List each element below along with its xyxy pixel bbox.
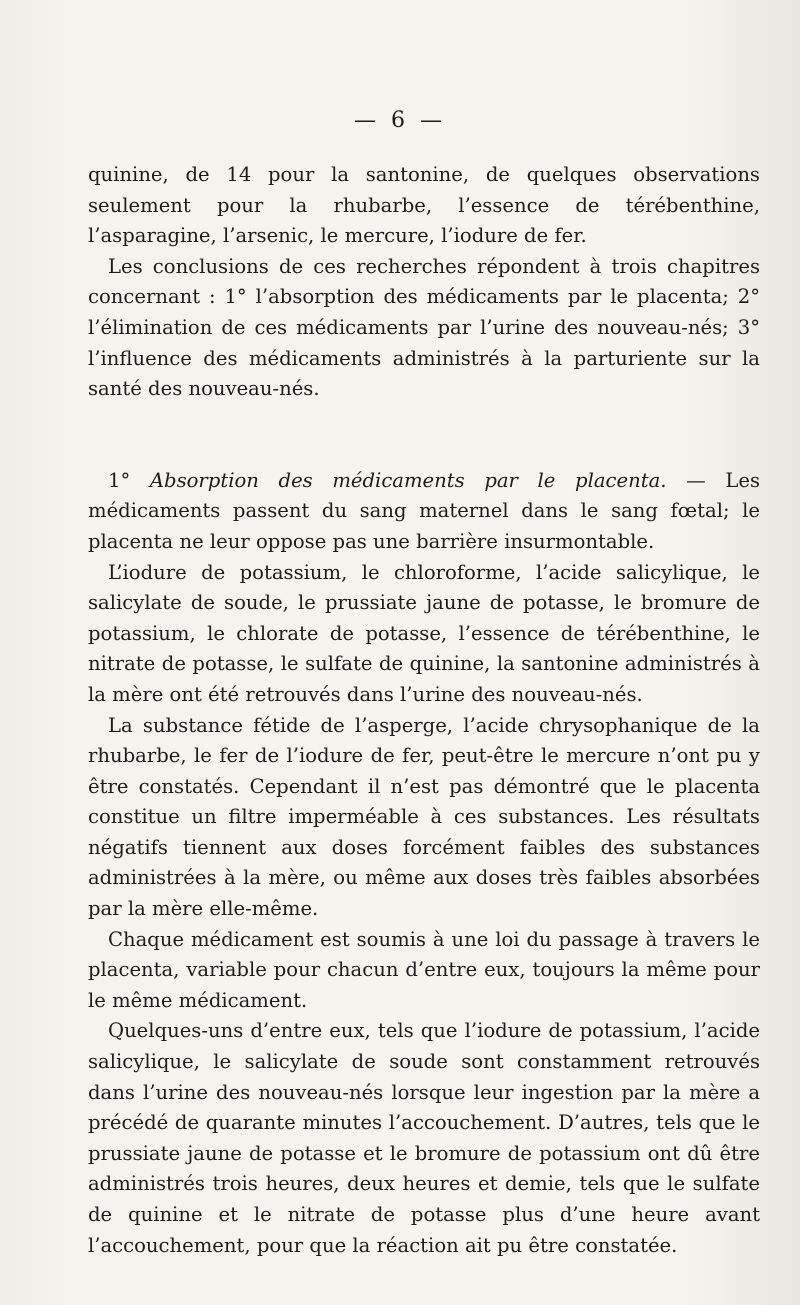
paragraph-quelques: Quelques-uns d’entre eux, tels que l’iodure de potassium, l’acide salicylique, le salicylate de soude sont constamment retrouvés dans l’urine des nouveau-nés lorsque leur ingestion par la mère a précédé de quarante minutes l’accouchement. D’autres, tels que le prussiate jaune de potasse et le bromure de potassium ont dû être administrés trois heures, deux heures et demie, tels que le sulfate de quinine et le nitrate de potasse plus d’une heure avant l’accouchement, pour que la réaction ait pu être constatée.	[88, 1019, 760, 1257]
section-lead: — Les médicaments passent du sang maternel dans le sang fœtal; le placenta ne leur oppose pas une barrière insurmontable.	[88, 468, 761, 553]
page-body	[88, 160, 760, 1261]
section-number: 1°	[108, 468, 131, 492]
paragraph-chaque: Chaque médicament est soumis à une loi du passage à travers le placenta, variable pour chacun d’entre eux, toujours la même pour le même médicament.	[88, 927, 760, 1012]
section-title: Absorption des médicaments par le placenta.	[149, 468, 667, 492]
page-number: — 6 —	[354, 108, 446, 133]
paragraph-substance: La substance fétide de l’asperge, l’acide chrysophanique de la rhubarbe, le fer de l’iodure de fer, peut-être le mercure n’ont pu y être constatés. Cependant il n’est pas démontré que le placenta constitue un filtre imperméable à ces substances. Les résultats négatifs tiennent aux doses forcément faibles des substances administrées à la mère, ou même aux doses très faibles absorbées par la mère elle-même.	[88, 713, 760, 921]
section-heading-paragraph	[88, 466, 760, 558]
paragraph-conclusions: Les conclusions de ces recherches répondent à trois chapitres concernant : 1° l’absorption des médicaments par le placenta; 2° l’élimination de ces médicaments par l’urine des nouveau-nés; 3° l’influence des médicaments administrés à la parturiente sur la santé des nouveau-nés.	[88, 254, 760, 401]
paragraph-continuation: quinine, de 14 pour la santonine, de quelques observations seulement pour la rhubarbe, l’essence de térébenthine, l’asparagine, l’arsenic, le mercure, l’iodure de fer.	[88, 163, 760, 248]
paragraph-iodure: L’iodure de potassium, le chloroforme, l’acide salicylique, le salicylate de soude, le prussiate jaune de potasse, le bromure de potassium, le chlorate de potasse, l’essence de térébenthine, le nitrate de potasse, le sulfate de quinine, la santonine administrés à la mère ont été retrouvés dans l’urine des nouveau-nés.	[88, 560, 760, 706]
